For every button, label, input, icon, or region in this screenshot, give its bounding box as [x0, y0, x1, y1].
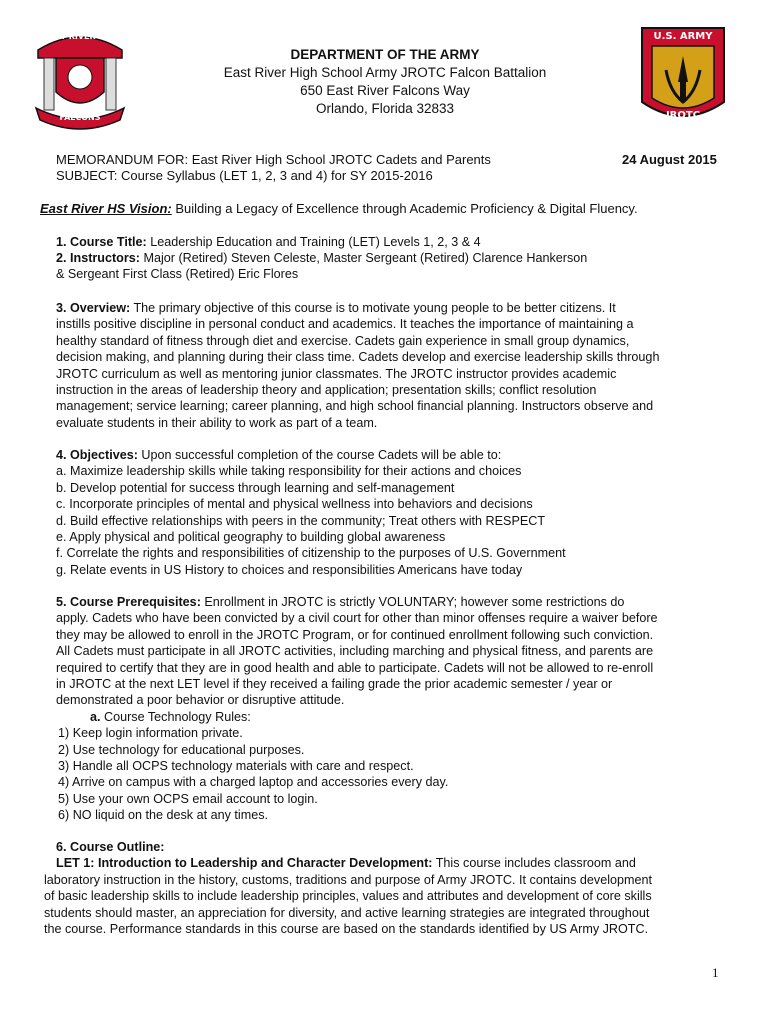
crest-top-text: EAST RIVER H.S.: [43, 32, 117, 41]
section-3-label: 3. Overview:: [56, 301, 131, 315]
tech-rule-item: 4) Arrive on campus with a charged laptop and accessories every day.: [58, 775, 449, 790]
crest-bottom-text: FALCONS: [59, 113, 101, 122]
city-state-zip: Orlando, Florida 32833: [315, 101, 455, 116]
overview-line: decision making, and planning during their class time. Cadets develop and exercise leadership skills through: [56, 350, 660, 365]
section-6-label: 6. Course Outline:: [56, 840, 165, 854]
tech-rule-item: 5) Use your own OCPS email account to login.: [58, 791, 318, 806]
section-2-text: Major (Retired) Steven Celeste, Master Sergeant (Retired) Clarence Hankerson: [139, 251, 588, 265]
tech-rules-title: Course Technology Rules:: [100, 709, 251, 724]
section-prerequisites: [56, 594, 726, 824]
overview-line: instruction in the areas of leadership theory and application; presentation skills; conflict resolution: [56, 383, 597, 398]
section-instructors: [56, 251, 587, 265]
section-1-text: Leadership Education and Training (LET) Levels 1, 2, 3 & 4: [146, 235, 481, 249]
objectives-intro: Upon successful completion of the course Cadets will be able to:: [137, 448, 502, 462]
section-2-label: 2. Instructors:: [56, 251, 140, 265]
memo-subject: SUBJECT: Course Syllabus (LET 1, 2, 3 and 4) for SY 2015-2016: [56, 168, 433, 183]
overview-line: The primary objective of this course is to motivate young people to be better citizens. It: [130, 301, 616, 315]
vision-text: Building a Legacy of Excellence through Academic Proficiency & Digital Fluency.: [171, 201, 638, 216]
tech-rule-item: 6) NO liquid on the desk at any times.: [58, 808, 268, 823]
section-4-label: 4. Objectives:: [56, 448, 138, 462]
prereq-line: apply. Cadets who have been convicted by a civil court for other than minor offenses require a waiver before: [56, 611, 658, 626]
vision-label: East River HS Vision:: [40, 201, 172, 216]
street-address: 650 East River Falcons Way: [300, 83, 470, 98]
tech-rule-item: 3) Handle all OCPS technology materials with care and respect.: [58, 759, 414, 774]
outline-line: students should master, an appreciation for diversity, and active learning strategies are integrated throughout: [44, 905, 650, 920]
objective-item: g. Relate events in US History to choices and responsibilities Americans have today: [56, 562, 523, 577]
shield-top-text: U.S. ARMY: [653, 31, 713, 42]
objective-item: e. Apply physical and political geography to building global awareness: [56, 530, 446, 545]
tech-rules-label: a.: [90, 709, 101, 724]
objective-item: b. Develop potential for success through learning and self-management: [56, 480, 455, 495]
overview-line: JROTC curriculum as well as mentoring junior classmates. The JROTC instructor provides academic: [56, 366, 617, 381]
us-army-jrotc-shield-logo: [638, 22, 728, 132]
overview-line: evaluate students in their ability to work as part of a team.: [56, 415, 378, 430]
battalion-line: East River High School Army JROTC Falcon Battalion: [223, 65, 547, 80]
section-course-outline: [44, 839, 734, 937]
outline-line: laboratory instruction in the history, customs, traditions and purpose of Army JROTC. It contains development: [44, 872, 653, 887]
east-river-crest-logo: [30, 22, 130, 134]
prereq-line: Enrollment in JROTC is strictly VOLUNTARY; however some restrictions do: [200, 595, 625, 609]
prereq-line: required to certify that they are in good health and able to participate. Cadets will not be allowed to re-enroll: [56, 660, 654, 675]
overview-line: instills positive discipline in personal conduct and academics. It teaches the importance of maintaining a: [56, 317, 634, 332]
instructors-continued: & Sergeant First Class (Retired) Eric Flores: [56, 267, 299, 281]
section-objectives: [56, 447, 726, 578]
shield-bottom-text: JROTC: [665, 110, 701, 121]
section-overview: [56, 300, 726, 431]
memo-date: 24 August 2015: [622, 152, 717, 167]
let1-label: LET 1: Introduction to Leadership and Character Development:: [56, 856, 433, 871]
tech-rule-item: 1) Keep login information private.: [58, 726, 243, 741]
objective-item: a. Maximize leadership skills while taking responsibility for their actions and choices: [56, 464, 522, 479]
section-course-title: [56, 235, 481, 249]
school-vision: [40, 201, 638, 216]
outline-line: the course. Performance standards in this course are based on the standards identified by US Army JROTC.: [44, 922, 649, 937]
prereq-line: in JROTC at the next LET level if they received a failing grade the prior academic semester / year or: [56, 677, 613, 692]
letterhead: [150, 46, 620, 118]
section-5-label: 5. Course Prerequisites:: [56, 595, 201, 609]
overview-line: management; service learning; career planning, and high school financial planning. Instructors observe and: [56, 399, 654, 414]
page-number: 1: [712, 965, 719, 980]
tech-rule-item: 2) Use technology for educational purposes.: [58, 742, 305, 757]
section-1-label: 1. Course Title:: [56, 235, 147, 249]
prereq-line: All Cadets must participate in all JROTC activities, including marching and physical fitness, and parents are: [56, 644, 654, 659]
prereq-line: demonstrated a poor behavior or disruptive attitude.: [56, 693, 345, 708]
memorandum-for: MEMORANDUM FOR: East River High School JROTC Cadets and Parents: [56, 152, 491, 167]
prereq-line: they may be allowed to enroll in the JROTC Program, or for continued enrollment following such conviction.: [56, 627, 654, 642]
outline-line: of basic leadership skills to include leadership principles, values and attributes and development of core skills: [44, 889, 652, 904]
department-title: DEPARTMENT OF THE ARMY: [290, 47, 480, 62]
objective-item: d. Build effective relationships with peers in the community; Treat others with RESPECT: [56, 513, 546, 528]
outline-line: This course includes classroom and: [432, 856, 636, 871]
objective-item: c. Incorporate principles of mental and physical wellness into behaviors and decisions: [56, 497, 533, 512]
objective-item: f. Correlate the rights and responsibilities of citizenship to the purposes of U.S. Government: [56, 546, 566, 561]
overview-line: healthy standard of fitness through diet and exercise. Cadets gain experience in small group dynamics,: [56, 333, 630, 348]
